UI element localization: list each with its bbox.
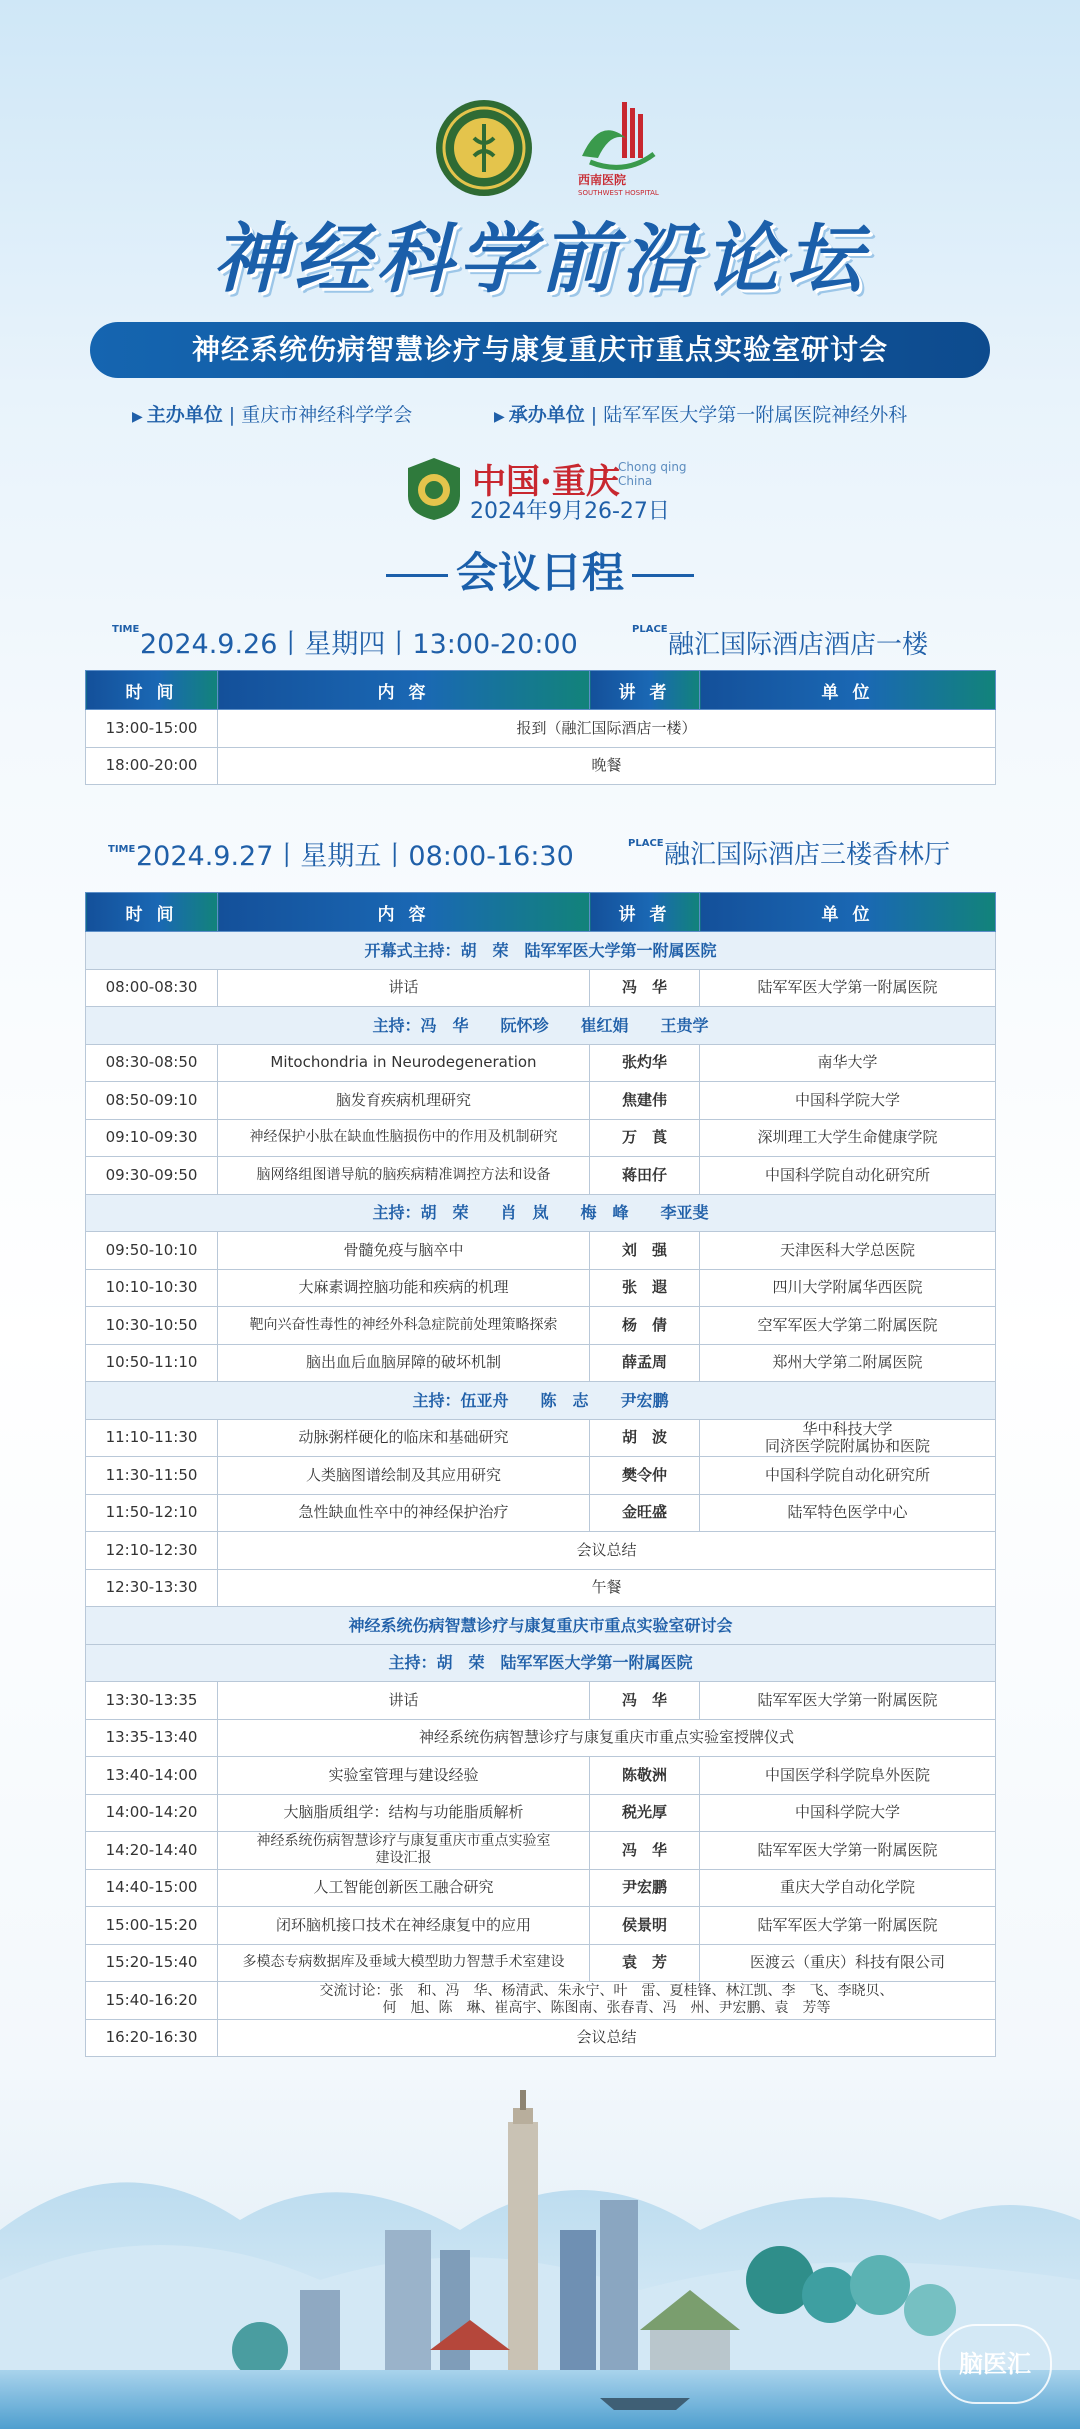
row-speaker: 冯 华 [590, 969, 700, 1007]
row-content: Mitochondria in Neurodegeneration [218, 1044, 590, 1082]
row-content: 闭环脑机接口技术在神经康复中的应用 [218, 1907, 590, 1945]
row-content: 会议总结 [218, 2019, 996, 2057]
row-content: 大麻素调控脑功能和疾病的机理 [218, 1269, 590, 1307]
row-content: 骨髓免疫与脑卒中 [218, 1232, 590, 1270]
co-label: 承办单位 [508, 404, 585, 426]
row-content: 讲话 [218, 1682, 590, 1720]
session-host: 主持：伍亚舟 陈 志 尹宏鹏 [86, 1382, 996, 1420]
row-speaker: 侯景明 [590, 1907, 700, 1945]
table-row [86, 1157, 996, 1195]
table-row [86, 747, 996, 785]
row-content: 人类脑图谱绘制及其应用研究 [218, 1457, 590, 1495]
row-time: 09:10-09:30 [86, 1119, 218, 1157]
header-speaker: 讲 者 [590, 893, 700, 932]
co-organizer [494, 400, 907, 427]
day1-header [0, 618, 1080, 658]
row-time: 15:40-16:20 [86, 1982, 218, 2020]
place-tag: PLACE [632, 624, 668, 635]
row-unit: 天津医科大学总医院 [700, 1232, 996, 1270]
hospital-logo-name: 西南医院 [578, 173, 627, 187]
city-en-line2: China [618, 474, 653, 488]
table-row [86, 1944, 996, 1982]
table-row [86, 1494, 996, 1532]
forum-subtitle: 神经系统伤病智慧诊疗与康复重庆市重点实验室研讨会 [90, 322, 990, 378]
row-time: 08:50-09:10 [86, 1082, 218, 1120]
header-unit: 单 位 [700, 893, 996, 932]
row-time: 14:40-15:00 [86, 1869, 218, 1907]
table-row [86, 1044, 996, 1082]
row-unit: 陆军军医大学第一附属医院 [700, 1832, 996, 1870]
table-row [86, 1569, 996, 1607]
row-content: 讲话 [218, 969, 590, 1007]
session-host-row [86, 1644, 996, 1682]
day1-place: 融汇国际酒店酒店一楼 [668, 630, 929, 660]
session-host: 开幕式主持：胡 荣 陆军军医大学第一附属医院 [86, 932, 996, 970]
row-content: 报到（融汇国际酒店一楼） [218, 710, 996, 748]
table-row [86, 969, 996, 1007]
row-time: 15:00-15:20 [86, 1907, 218, 1945]
header-speaker: 讲 者 [590, 671, 700, 710]
row-unit: 中国医学科学院阜外医院 [700, 1757, 996, 1795]
row-unit: 医渡云（重庆）科技有限公司 [700, 1944, 996, 1982]
content-line-2: 建设汇报 [375, 1850, 432, 1867]
host-label: 主办单位 [146, 404, 223, 426]
row-unit: 深圳理工大学生命健康学院 [700, 1119, 996, 1157]
separator: | [228, 404, 236, 426]
row-speaker: 冯 华 [590, 1832, 700, 1870]
row-unit: 中国科学院大学 [700, 1082, 996, 1120]
row-content: 晚餐 [218, 747, 996, 785]
row-speaker: 刘 强 [590, 1232, 700, 1270]
table-row [86, 1532, 996, 1570]
row-time: 11:10-11:30 [86, 1419, 218, 1457]
logo-row [0, 98, 1080, 198]
table-row [86, 1269, 996, 1307]
table-row [86, 1869, 996, 1907]
city-name: 中国·重庆 [472, 462, 620, 502]
title-rule [632, 574, 694, 577]
place-tag: PLACE [628, 838, 664, 849]
table-row [86, 1419, 996, 1457]
table-row [86, 1757, 996, 1795]
row-time: 08:00-08:30 [86, 969, 218, 1007]
time-tag: TIME [112, 624, 140, 635]
day2-schedule-table [85, 892, 996, 2057]
row-content: 动脉粥样硬化的临床和基础研究 [218, 1419, 590, 1457]
row-unit: 陆军军医大学第一附属医院 [700, 969, 996, 1007]
row-time: 13:30-13:35 [86, 1682, 218, 1720]
row-speaker: 袁 芳 [590, 1944, 700, 1982]
row-unit: 中国科学院自动化研究所 [700, 1457, 996, 1495]
row-time: 14:00-14:20 [86, 1794, 218, 1832]
day2-place: 融汇国际酒店三楼香林厅 [664, 840, 951, 870]
header-time: 时 间 [86, 671, 218, 710]
row-time: 10:10-10:30 [86, 1269, 218, 1307]
panelists-line-2: 何 旭、陈 琳、崔高宇、陈图南、张春青、冯 州、尹宏鹏、袁 芳等 [382, 2000, 831, 2017]
day1-schedule-table [85, 670, 996, 785]
row-speaker: 蒋田仔 [590, 1157, 700, 1195]
row-content: 脑网络组图谱导航的脑疾病精准调控方法和设备 [218, 1157, 590, 1195]
triangle-icon: ▶ [494, 409, 505, 425]
southwest-hospital-logo [570, 98, 670, 198]
row-time: 14:20-14:40 [86, 1832, 218, 1870]
table-row [86, 1344, 996, 1382]
row-content: 神经系统伤病智慧诊疗与康复重庆市重点实验室授牌仪式 [218, 1719, 996, 1757]
table-row [86, 1082, 996, 1120]
schedule-title [0, 540, 1080, 600]
table-row [86, 1232, 996, 1270]
table-row [86, 1832, 996, 1870]
row-speaker: 张 遐 [590, 1269, 700, 1307]
row-time: 10:50-11:10 [86, 1344, 218, 1382]
triangle-icon: ▶ [132, 409, 143, 425]
row-unit: 南华大学 [700, 1044, 996, 1082]
row-time: 12:30-13:30 [86, 1569, 218, 1607]
unit-line-2: 同济医学院附属协和医院 [764, 1436, 930, 1455]
session-host-row [86, 1007, 996, 1045]
table-header-row [86, 893, 996, 932]
day1-date: 2024.9.26丨星期四丨13:00-20:00 [140, 629, 578, 660]
chongqing-skyline-illustration [0, 2080, 1080, 2429]
row-content: 神经保护小肽在缺血性脑损伤中的作用及机制研究 [218, 1119, 590, 1157]
table-row [86, 1307, 996, 1345]
row-content: 靶向兴奋性毒性的神经外科急症院前处理策略探索 [218, 1307, 590, 1345]
row-content: 脑发育疾病机理研究 [218, 1082, 590, 1120]
row-time: 15:20-15:40 [86, 1944, 218, 1982]
row-content: 大脑脂质组学：结构与功能脂质解析 [218, 1794, 590, 1832]
session-host: 主持：胡 荣 肖 岚 梅 峰 李亚斐 [86, 1194, 996, 1232]
row-speaker: 张灼华 [590, 1044, 700, 1082]
title-rule [386, 574, 448, 577]
forum-dates: 2024年9月26-27日 [470, 499, 670, 524]
row-time: 08:30-08:50 [86, 1044, 218, 1082]
row-speaker: 樊令仲 [590, 1457, 700, 1495]
header-content: 内 容 [218, 671, 590, 710]
table-row [86, 1457, 996, 1495]
chongqing-badge-icon [404, 456, 464, 522]
row-content [218, 1832, 590, 1870]
row-time: 11:50-12:10 [86, 1494, 218, 1532]
table-row [86, 1794, 996, 1832]
time-tag: TIME [108, 844, 136, 855]
row-speaker: 胡 波 [590, 1419, 700, 1457]
row-time: 09:30-09:50 [86, 1157, 218, 1195]
day2-header [0, 834, 1080, 874]
row-speaker: 薛孟周 [590, 1344, 700, 1382]
separator: | [590, 404, 598, 426]
hospital-logo-en: SOUTHWEST HOSPITAL [578, 189, 659, 197]
row-time: 09:50-10:10 [86, 1232, 218, 1270]
host-organizer [132, 400, 412, 427]
university-seal-logo [434, 98, 534, 198]
session-title: 神经系统伤病智慧诊疗与康复重庆市重点实验室研讨会 [86, 1607, 996, 1645]
session-host: 主持：胡 荣 陆军军医大学第一附属医院 [86, 1644, 996, 1682]
host-value: 重庆市神经科学学会 [241, 404, 413, 426]
row-content: 人工智能创新医工融合研究 [218, 1869, 590, 1907]
table-row [86, 1982, 996, 2020]
table-row [86, 1719, 996, 1757]
header-content: 内 容 [218, 893, 590, 932]
row-unit: 中国科学院自动化研究所 [700, 1157, 996, 1195]
table-row [86, 1907, 996, 1945]
panelists-line-1: 交流讨论：张 和、冯 华、杨清武、朱永宁、叶 雷、夏桂锋、林江凯、李 飞、李晓贝、 [319, 1983, 894, 2000]
schedule-title-text: 会议日程 [455, 548, 624, 597]
row-unit: 陆军军医大学第一附属医院 [700, 1682, 996, 1720]
city-name-en [618, 460, 687, 488]
header-unit: 单 位 [700, 671, 996, 710]
watermark-logo: 脑医汇 [938, 2324, 1052, 2404]
row-unit: 中国科学院大学 [700, 1794, 996, 1832]
row-unit: 四川大学附属华西医院 [700, 1269, 996, 1307]
row-speaker: 焦建伟 [590, 1082, 700, 1120]
row-speaker: 冯 华 [590, 1682, 700, 1720]
row-unit: 空军军医大学第二附属医院 [700, 1307, 996, 1345]
row-time: 13:00-15:00 [86, 710, 218, 748]
session-host-row [86, 1382, 996, 1420]
row-time: 16:20-16:30 [86, 2019, 218, 2057]
row-unit: 重庆大学自动化学院 [700, 1869, 996, 1907]
row-content: 午餐 [218, 1569, 996, 1607]
session-host-row [86, 1194, 996, 1232]
session-title-row [86, 1607, 996, 1645]
row-speaker: 陈敬洲 [590, 1757, 700, 1795]
day2-date: 2024.9.27丨星期五丨08:00-16:30 [136, 841, 574, 872]
row-unit: 陆军军医大学第一附属医院 [700, 1907, 996, 1945]
row-speaker: 万 莨 [590, 1119, 700, 1157]
row-unit [700, 1419, 996, 1457]
table-row [86, 1119, 996, 1157]
row-content: 会议总结 [218, 1532, 996, 1570]
header-time: 时 间 [86, 893, 218, 932]
row-speaker: 尹宏鹏 [590, 1869, 700, 1907]
content-line-1: 神经系统伤病智慧诊疗与康复重庆市重点实验室 [256, 1833, 551, 1850]
row-time: 12:10-12:30 [86, 1532, 218, 1570]
row-content: 脑出血后血脑屏障的破坏机制 [218, 1344, 590, 1382]
table-row [86, 1682, 996, 1720]
row-speaker: 杨 倩 [590, 1307, 700, 1345]
discussion-panelists [218, 1982, 996, 2020]
row-unit: 郑州大学第二附属医院 [700, 1344, 996, 1382]
table-header-row [86, 671, 996, 710]
row-time: 11:30-11:50 [86, 1457, 218, 1495]
city-en-line1: Chong qing [618, 460, 687, 474]
co-value: 陆军军医大学第一附属医院神经外科 [603, 404, 908, 426]
unit-line-1: 华中科技大学 [802, 1419, 893, 1438]
row-time: 13:40-14:00 [86, 1757, 218, 1795]
row-time: 18:00-20:00 [86, 747, 218, 785]
row-time: 13:35-13:40 [86, 1719, 218, 1757]
table-row [86, 2019, 996, 2057]
row-content: 实验室管理与建设经验 [218, 1757, 590, 1795]
city-block [0, 452, 1080, 524]
row-speaker: 税光厚 [590, 1794, 700, 1832]
row-time: 10:30-10:50 [86, 1307, 218, 1345]
session-host-row [86, 932, 996, 970]
session-host: 主持：冯 华 阮怀珍 崔红娟 王贵学 [86, 1007, 996, 1045]
forum-title: 神经科学前沿论坛 [212, 214, 868, 303]
row-unit: 陆军特色医学中心 [700, 1494, 996, 1532]
row-speaker: 金旺盛 [590, 1494, 700, 1532]
row-content: 急性缺血性卒中的神经保护治疗 [218, 1494, 590, 1532]
row-content: 多模态专病数据库及垂域大模型助力智慧手术室建设 [218, 1944, 590, 1982]
table-row [86, 710, 996, 748]
